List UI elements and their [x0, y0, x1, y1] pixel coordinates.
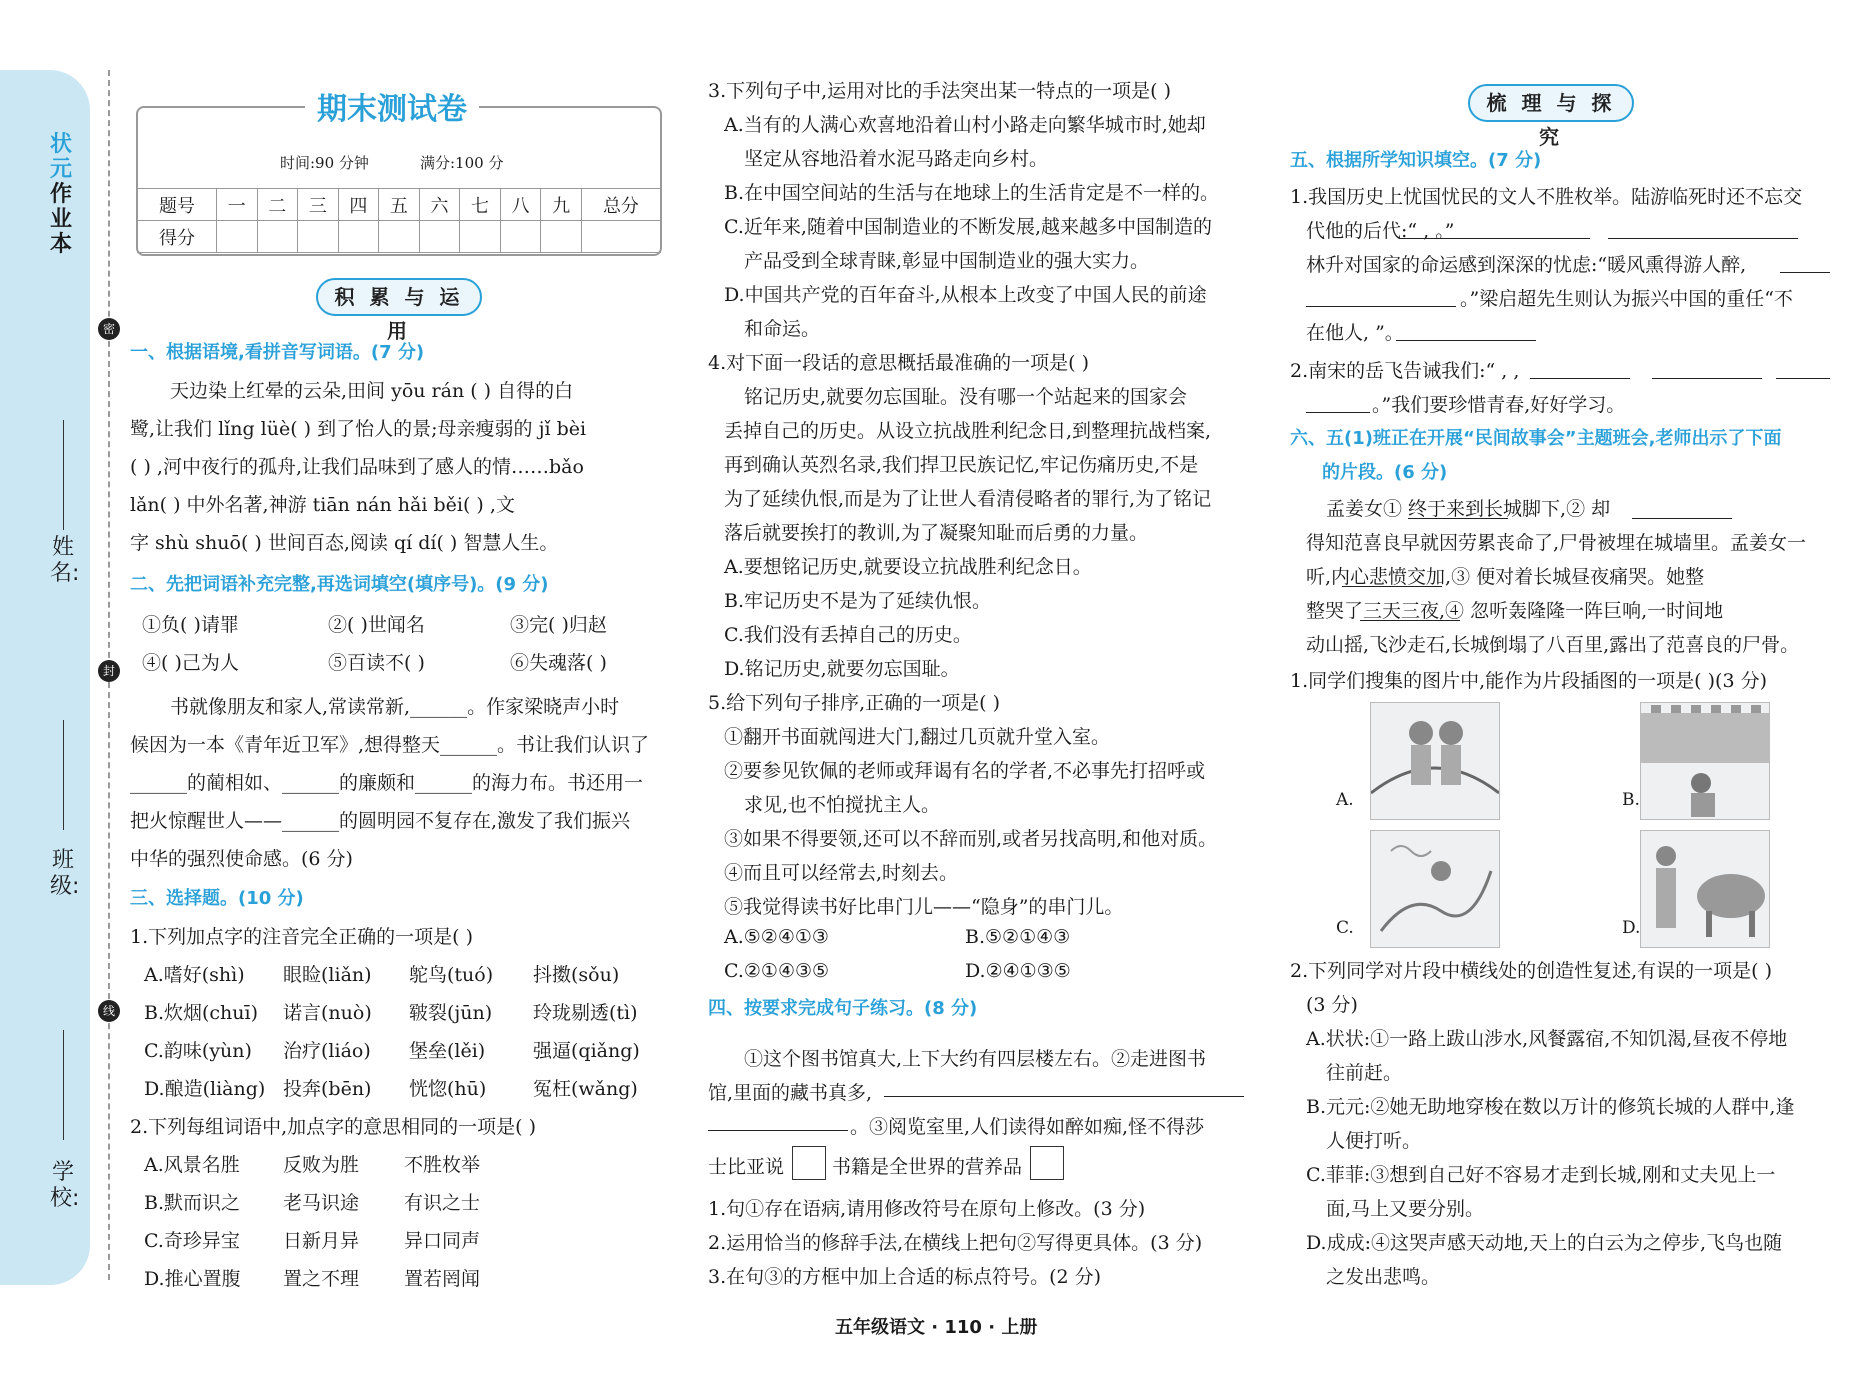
question-5: 5.给下列句子排序,正确的一项是( )	[708, 692, 1001, 714]
question-3: 3.下列句子中,运用对比的手法突出某一特点的一项是( )	[708, 80, 1172, 102]
option-d: 置若罔闻	[404, 1268, 481, 1290]
part1-line: lǎn( ) 中外名著,神游 tiān nán hǎi běi( ) ,文	[130, 494, 515, 516]
q6-2-line: 面,马上又要分别。	[1326, 1198, 1485, 1220]
part1-line: 字 shù shuō( ) 世间百态,阅读 qí dí( ) 智慧人生。	[130, 532, 559, 554]
q6-2-line: B.元元:②她无助地穿梭在数以万计的修筑长城的人群中,逢	[1306, 1096, 1795, 1118]
part6-passage-line: 孟姜女① 终于来到长城脚下,② 却	[1326, 498, 1611, 520]
part2-line: ______的蔺相如、______的廉颇和______的海力布。书还用一	[130, 772, 644, 794]
score-cell[interactable]	[298, 221, 339, 253]
q5-line: ⑤我觉得读书好比串门儿——“隐身”的串门儿。	[724, 896, 1124, 918]
part4-heading: 四、按要求完成句子练习。(8 分)	[708, 998, 978, 1019]
option-a: 不胜枚举	[404, 1154, 481, 1176]
score-cell[interactable]	[460, 221, 501, 253]
part2-line: 书就像朋友和家人,常读常新,______。作家梁晓声小时	[170, 696, 620, 718]
option-d: 置之不理	[283, 1268, 360, 1290]
q6-2-line: A.状状:①一路上跋山涉水,风餐露宿,不知饥渴,昼夜不停地	[1306, 1028, 1788, 1050]
option-b: 有识之士	[404, 1192, 481, 1214]
name-label: 姓名:	[50, 535, 80, 586]
part2-line: 中华的强烈使命感。(6 分)	[130, 848, 353, 870]
fill-line[interactable]	[1306, 412, 1370, 413]
fill-line[interactable]	[1776, 378, 1830, 379]
fill-line[interactable]	[1306, 306, 1456, 307]
q4-passage-line: 铭记历史,就要勿忘国耻。没有哪一个站起来的国家会	[744, 386, 1188, 408]
q5-option: B.⑤②①④③	[965, 926, 1071, 948]
option-c: 异口同声	[404, 1230, 481, 1252]
part5-line: 在他人, ”。	[1306, 322, 1404, 344]
exam-time: 时间:90 分钟	[280, 154, 369, 172]
q5-line: 求见,也不怕搅扰主人。	[744, 794, 941, 816]
part5-line: 2.南宋的岳飞告诫我们:“ , ,	[1290, 360, 1520, 382]
idiom-item: ④( )己为人	[142, 652, 239, 674]
idiom-item: ①负( )请罪	[142, 614, 239, 636]
q5-option: C.②①④③⑤	[724, 960, 830, 982]
idiom-item: ⑤百读不( )	[328, 652, 425, 674]
q3-line: 坚定从容地沿着水泥马路走向乡村。	[744, 148, 1049, 170]
fill-line[interactable]	[1408, 518, 1508, 519]
part5-line: 。”梁启超先生则认为振兴中国的重任“不	[1460, 288, 1793, 310]
option-b: 玲珑剔透(tì)	[533, 1002, 638, 1024]
illustration-cowherd[interactable]	[1640, 830, 1770, 948]
fill-line[interactable]	[1342, 586, 1442, 587]
score-header-cell: 八	[500, 189, 541, 221]
option-label: D.	[1622, 918, 1641, 938]
score-cell[interactable]	[338, 221, 379, 253]
fill-line[interactable]	[1652, 378, 1762, 379]
option-label: A.	[1336, 790, 1354, 810]
score-header-cell: 七	[460, 189, 501, 221]
q3-line: 产品受到全球青睐,彰显中国制造业的强大实力。	[744, 250, 1150, 272]
score-cell[interactable]	[541, 221, 582, 253]
part4-task: 2.运用恰当的修辞手法,在横线上把句②写得更具体。(3 分)	[708, 1232, 1203, 1254]
q4-passage-line: 再到确认英烈名录,我们捍卫民族记忆,牢记伤痛历史,不是	[724, 454, 1199, 476]
option-label: B.	[1622, 790, 1640, 810]
brand-logo	[46, 132, 76, 257]
part6-passage-line: 动山摇,飞沙走石,长城倒塌了八百里,露出了范喜良的尸骨。	[1306, 634, 1800, 656]
part6-passage-line: 整哭了三天三夜,④ 忽听轰隆隆一阵巨响,一时间地	[1306, 600, 1724, 622]
q4-passage-line: 落后就要挨打的教训,为了凝聚知耻而后勇的力量。	[724, 522, 1149, 544]
part1-line: ( ) ,河中夜行的孤舟,让我们品味到了感人的情……bǎo	[130, 456, 584, 478]
page-footer: 五年级语文 · 110 · 上册	[835, 1317, 1038, 1338]
q5-line: ③如果不得要领,还可以不辞而别,或者另找高明,和他对质。	[724, 828, 1218, 850]
class-line	[63, 720, 64, 830]
part2-line: 把火惊醒世人——______的圆明园不复存在,激发了我们振兴	[130, 810, 631, 832]
brand-part-b: 作业	[49, 182, 72, 232]
option-a: 抖擞(sǒu)	[533, 964, 620, 986]
score-cell[interactable]	[500, 221, 541, 253]
q6-2-line: D.成成:④这哭声感天动地,天上的白云为之停步,飞鸟也随	[1306, 1232, 1783, 1254]
part5-line: 林升对国家的命运感到深深的忧虑:“暖风熏得游人醉,	[1306, 254, 1747, 276]
part2-heading: 二、先把词语补充完整,再选词填空(填序号)。(9 分)	[130, 574, 549, 595]
section-title-accumulation: 积 累 与 运 用	[316, 278, 482, 316]
illustration-fairy[interactable]	[1370, 830, 1500, 948]
fill-line[interactable]	[1530, 378, 1630, 379]
q3-line: A.当有的人满心欢喜地沿着山村小路走向繁华城市时,她却	[724, 114, 1206, 136]
score-header-cell: 三	[298, 189, 339, 221]
score-cell[interactable]	[379, 221, 420, 253]
part6-passage-line: 听,内心悲愤交加,③ 便对着长城昼夜痛哭。她整	[1306, 566, 1705, 588]
option-d: 恍惚(hū)	[409, 1078, 487, 1100]
part1-line: 鹭,让我们 lǐng lüè( ) 到了怡人的景;母亲瘦弱的 jǐ bèi	[130, 418, 587, 440]
exam-full-score: 满分:100 分	[420, 154, 504, 172]
option-a: A.嗜好(shì)	[144, 964, 245, 986]
q4-option: B.牢记历史不是为了延续仇恨。	[724, 590, 992, 612]
part1-heading: 一、根据语境,看拼音写词语。(7 分)	[130, 342, 425, 363]
option-d: 投奔(bēn)	[283, 1078, 372, 1100]
score-header-cell: 九	[541, 189, 582, 221]
score-cell[interactable]	[216, 221, 257, 253]
q3-line: B.在中国空间站的生活与在地球上的生活肯定是不一样的。	[724, 182, 1220, 204]
section-title-exploration: 梳 理 与 探 究	[1468, 84, 1634, 122]
q4-option: A.要想铭记历史,就要设立抗战胜利纪念日。	[724, 556, 1092, 578]
score-cell[interactable]	[581, 221, 660, 253]
answer-line[interactable]	[884, 1096, 1244, 1097]
part5-heading: 五、根据所学知识填空。(7 分)	[1290, 150, 1542, 171]
option-b: B.默而识之	[144, 1192, 241, 1214]
q4-passage-line: 丢掉自己的历史。从设立抗战胜利纪念日,到整理抗战档案,	[724, 420, 1212, 442]
fill-line[interactable]	[1400, 238, 1590, 239]
q3-line: D.中国共产党的百年奋斗,从根本上改变了中国人民的前途	[724, 284, 1207, 306]
part4-line: 馆,里面的藏书真多,	[708, 1082, 873, 1104]
option-c: C.奇珍异宝	[144, 1230, 240, 1252]
exam-title: 期末测试卷	[305, 84, 479, 128]
idiom-item: ②( )世闻名	[328, 614, 425, 636]
option-c: 堡垒(lěi)	[409, 1040, 486, 1062]
option-a: 反败为胜	[283, 1154, 360, 1176]
idiom-item: ⑥失魂落( )	[510, 652, 607, 674]
q3-line: 和命运。	[744, 318, 821, 340]
part6-heading: 六、五(1)班正在开展“民间故事会”主题班会,老师出示了下面	[1290, 428, 1782, 449]
answer-line[interactable]	[708, 1130, 848, 1131]
option-label: C.	[1336, 918, 1354, 938]
fill-line[interactable]	[1780, 272, 1830, 273]
score-table-row	[138, 189, 661, 221]
score-table	[137, 188, 661, 253]
score-row-label: 得分	[138, 221, 217, 253]
score-header-cell: 六	[419, 189, 460, 221]
q4-passage-line: 为了延续仇恨,而是为了让世人看清侵略者的罪行,为了铭记	[724, 488, 1212, 510]
score-header-cell: 二	[257, 189, 298, 221]
illustration-bridge[interactable]	[1370, 702, 1500, 820]
part3-heading: 三、选择题。(10 分)	[130, 888, 304, 909]
part6-heading-cont: 的片段。(6 分)	[1322, 462, 1448, 483]
part4-line: 。③阅览室里,人们读得如醉如痴,怪不得莎	[850, 1116, 1205, 1138]
question-6-1: 1.同学们搜集的图片中,能作为片段插图的一项是( )(3 分)	[1290, 670, 1767, 692]
question-2: 2.下列每组词语中,加点字的意思相同的一项是( )	[130, 1116, 537, 1138]
question-6-2: 2.下列同学对片段中横线处的创造性复述,有误的一项是( )	[1290, 960, 1773, 982]
q5-option: A.⑤②④①③	[724, 926, 829, 948]
part1-line: 天边染上红晕的云朵,田间 yōu rán ( ) 自得的白	[170, 380, 574, 402]
q6-2-line: 人便打听。	[1326, 1130, 1422, 1152]
part6-passage-line: 得知范喜良早就因劳累丧命了,尸骨被埋在城墙里。孟姜女一	[1306, 532, 1807, 554]
option-b: 诺言(nuò)	[283, 1002, 372, 1024]
score-header-cell: 五	[379, 189, 420, 221]
option-c: 日新月异	[283, 1230, 360, 1252]
idiom-item: ③完( )归赵	[510, 614, 607, 636]
q5-line: ①翻开书面就闯进大门,翻过几页就升堂入室。	[724, 726, 1111, 748]
q6-2-line: 之发出悲鸣。	[1326, 1266, 1441, 1288]
fill-line[interactable]	[1608, 238, 1798, 239]
question-4: 4.对下面一段话的意思概括最准确的一项是( )	[708, 352, 1089, 374]
part5-line: 代他的后代:“ , 。”	[1306, 220, 1455, 242]
option-b: 老马识途	[283, 1192, 360, 1214]
punctuation-box[interactable]	[792, 1146, 826, 1180]
brand-part-a: 状元	[49, 132, 72, 182]
score-header-cell: 总分	[581, 189, 660, 221]
option-b: B.炊烟(chuī)	[144, 1002, 259, 1024]
fill-line[interactable]	[1360, 620, 1460, 621]
part4-line: 士比亚说	[708, 1156, 785, 1178]
option-a: 眼睑(liǎn)	[283, 964, 372, 986]
q5-option: D.②④①③⑤	[965, 960, 1071, 982]
score-cell[interactable]	[257, 221, 298, 253]
school-label: 学校:	[50, 1160, 80, 1211]
class-label: 班级:	[50, 848, 80, 899]
score-header-cell: 四	[338, 189, 379, 221]
seal-mark: 线	[98, 1000, 120, 1022]
punctuation-box[interactable]	[1030, 1146, 1064, 1180]
question-6-2-score: (3 分)	[1306, 994, 1358, 1016]
option-c: 强逼(qiǎng)	[533, 1040, 640, 1062]
brand-part-c: 本	[49, 232, 72, 257]
q5-line: ④而且可以经常去,时刻去。	[724, 862, 959, 884]
q4-option: D.铭记历史,就要勿忘国耻。	[724, 658, 960, 680]
question-1: 1.下列加点字的注音完全正确的一项是( )	[130, 926, 473, 948]
part4-task: 1.句①存在语病,请用修改符号在原句上修改。(3 分)	[708, 1198, 1146, 1220]
name-line	[63, 420, 64, 530]
q6-2-line: C.菲菲:③想到自己好不容易才走到长城,刚和丈夫见上一	[1306, 1164, 1776, 1186]
q6-2-line: 往前赶。	[1326, 1062, 1403, 1084]
score-cell[interactable]	[419, 221, 460, 253]
option-d: 冤枉(wǎng)	[533, 1078, 638, 1100]
fill-line[interactable]	[1396, 340, 1536, 341]
option-a: A.风景名胜	[144, 1154, 240, 1176]
option-c: 治疗(liáo)	[283, 1040, 371, 1062]
part4-task: 3.在句③的方框中加上合适的标点符号。(2 分)	[708, 1266, 1102, 1288]
option-d: D.推心置腹	[144, 1268, 241, 1290]
part4-line: 书籍是全世界的营养品	[832, 1156, 1023, 1178]
option-b: 皲裂(jūn)	[409, 1002, 493, 1024]
score-table-row	[138, 221, 661, 253]
score-header-cell: 题号	[138, 189, 217, 221]
q4-option: C.我们没有丢掉自己的历史。	[724, 624, 972, 646]
part5-line: 1.我国历史上忧国忧民的文人不胜枚举。陆游临死时还不忘交	[1290, 186, 1803, 208]
option-a: 鸵鸟(tuó)	[409, 964, 494, 986]
option-d: D.酿造(liàng)	[144, 1078, 266, 1100]
part2-line: 候因为一本《青年近卫军》,想得整天______。书让我们认识了	[130, 734, 650, 756]
fill-line[interactable]	[1632, 518, 1732, 519]
part5-line: 。”我们要珍惜青春,好好学习。	[1372, 394, 1626, 416]
q3-line: C.近年来,随着中国制造业的不断发展,越来越多中国制造的	[724, 216, 1212, 238]
binding-sidebar	[0, 70, 90, 1285]
option-c: C.韵味(yùn)	[144, 1040, 252, 1062]
part4-line: ①这个图书馆真大,上下大约有四层楼左右。②走进图书	[744, 1048, 1207, 1070]
seal-mark: 封	[98, 660, 120, 682]
school-line	[63, 1030, 64, 1140]
score-header-cell: 一	[216, 189, 257, 221]
seal-mark: 密	[98, 318, 120, 340]
illustration-great-wall[interactable]	[1640, 702, 1770, 820]
q5-line: ②要参见钦佩的老师或拜谒有名的学者,不必事先打招呼或	[724, 760, 1206, 782]
